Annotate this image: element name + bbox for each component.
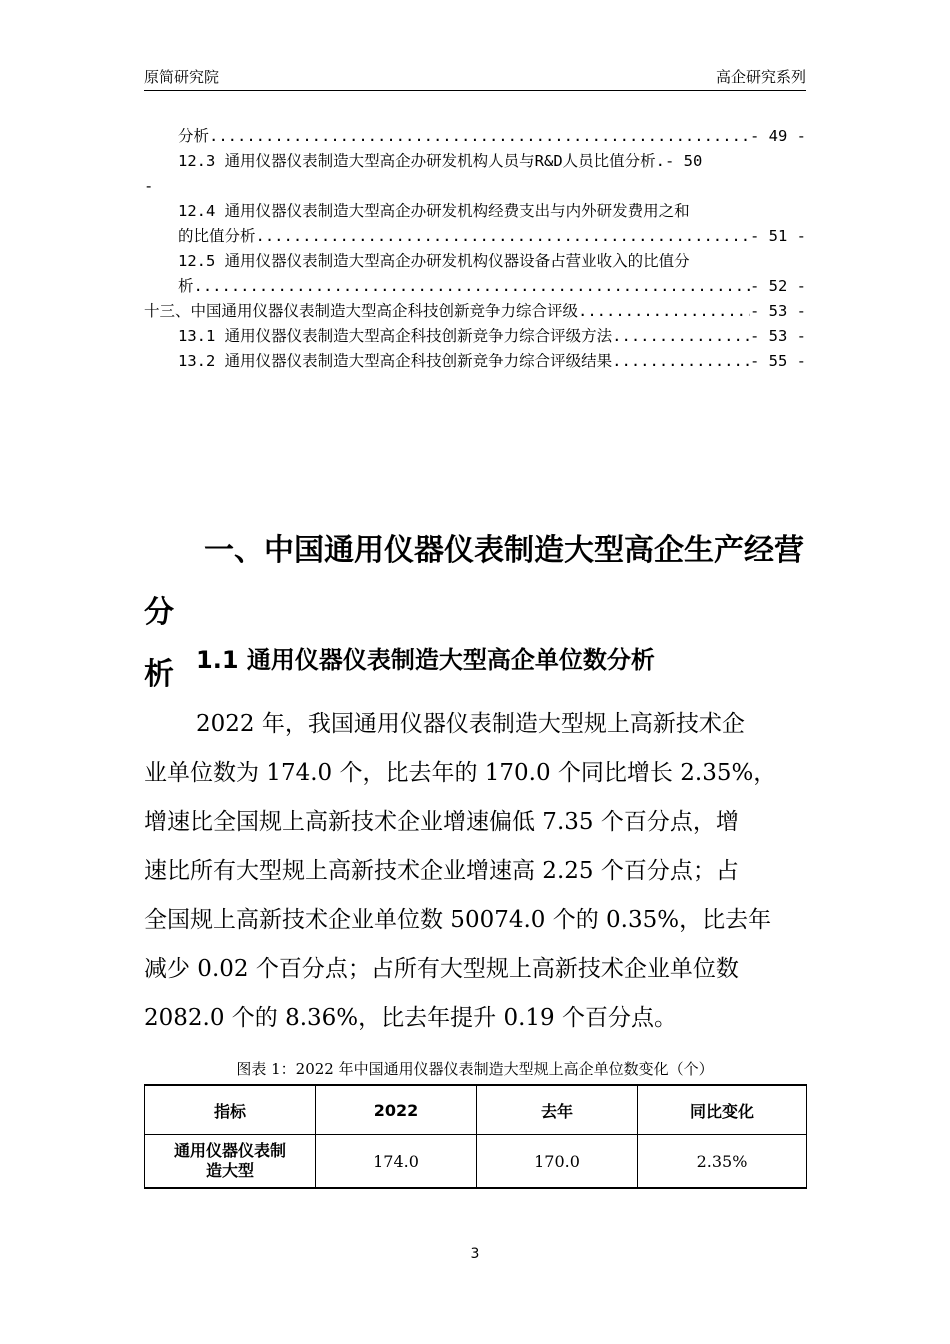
toc-entry-page: - 52 - <box>750 277 806 295</box>
toc-entry-continuation[interactable] <box>144 224 806 249</box>
toc-entry-title: 12.5 通用仪器仪表制造大型高企办研发机构仪器设备占营业收入的比值分 <box>178 252 690 270</box>
paragraph-line: 增速比全国规上高新技术企业增速偏低 7.35 个百分点，增 <box>144 809 739 835</box>
row-label <box>145 1135 316 1189</box>
toc-entry-chapter[interactable] <box>144 299 806 324</box>
paragraph-line: 全国规上高新技术企业单位数 50074.0 个的 0.35%，比去年 <box>144 907 772 933</box>
column-header-2022: 2022 <box>316 1085 477 1135</box>
toc-leader-dots <box>256 224 750 249</box>
header-left: 原简研究院 <box>144 68 220 86</box>
chapter-heading-text: 一、中国通用仪器仪表制造大型高企生产经营分 <box>144 533 804 630</box>
toc-leader-dots <box>194 274 750 299</box>
column-header-last-year: 去年 <box>477 1085 638 1135</box>
table-of-contents <box>144 124 806 374</box>
toc-entry-continuation <box>144 174 806 199</box>
toc-entry-title: 13.2 通用仪器仪表制造大型高企科技创新竞争力综合评级结果 <box>178 352 613 370</box>
toc-entry[interactable] <box>144 324 806 349</box>
toc-leader-dots <box>209 124 750 149</box>
toc-entry-title: 的比值分析 <box>178 227 256 245</box>
section-heading: 1.1 通用仪器仪表制造大型高企单位数分析 <box>196 646 655 674</box>
table-row <box>145 1135 807 1189</box>
cell-yoy-change: 2.35% <box>638 1135 807 1189</box>
toc-entry-title: 十三、中国通用仪器仪表制造大型高企科技创新竞争力综合评级 <box>144 302 579 320</box>
toc-entry-title: 分析 <box>178 127 210 145</box>
page-number: 3 <box>470 1246 480 1262</box>
toc-leader-dots <box>612 324 750 349</box>
header-divider <box>144 90 806 91</box>
toc-entry-page: - 49 - <box>750 127 806 145</box>
column-header-yoy-change: 同比变化 <box>638 1085 807 1135</box>
toc-entry-page: - 53 - <box>750 302 806 320</box>
toc-leader-dots <box>612 349 750 374</box>
paragraph-line: 2022 年，我国通用仪器仪表制造大型规上高新技术企 <box>196 711 745 737</box>
toc-entry[interactable] <box>144 249 806 274</box>
toc-entry-title: 12.3 通用仪器仪表制造大型高企办研发机构人员与R&D人员比值分析. <box>178 152 665 170</box>
paragraph-line: 业单位数为 174.0 个，比去年的 170.0 个同比增长 2.35%， <box>144 760 777 786</box>
toc-entry[interactable] <box>144 124 806 149</box>
toc-leader-dots <box>578 299 750 324</box>
paragraph-line: 速比所有大型规上高新技术企业增速高 2.25 个百分点；占 <box>144 858 739 884</box>
chapter-heading-line <box>144 520 806 644</box>
toc-entry-page: - 51 - <box>750 227 806 245</box>
cell-last-year: 170.0 <box>477 1135 638 1189</box>
chapter-heading-line: 析 <box>144 657 174 692</box>
table-caption: 图表 1：2022 年中国通用仪器仪表制造大型规上高企单位数变化（个） <box>236 1060 714 1078</box>
toc-entry-page: - 53 - <box>750 327 806 345</box>
table-header-row <box>145 1085 807 1135</box>
toc-entry-continuation[interactable] <box>144 274 806 299</box>
paragraph-line: 减少 0.02 个百分点；占所有大型规上高新技术企业单位数 <box>144 956 739 982</box>
column-header-indicator: 指标 <box>145 1085 316 1135</box>
row-label-line: 通用仪器仪表制 <box>173 1141 286 1160</box>
toc-entry-title: 析 <box>178 277 194 295</box>
body-paragraph <box>144 700 806 1043</box>
paragraph-line: 2082.0 个的 8.36%，比去年提升 0.19 个百分点。 <box>144 1005 677 1031</box>
toc-entry-title: - <box>144 177 154 195</box>
toc-entry-page: - 55 - <box>750 352 806 370</box>
header-right: 高企研究系列 <box>715 68 806 86</box>
toc-entry[interactable] <box>144 149 806 174</box>
toc-entry-page: - 50 <box>665 152 703 170</box>
row-label-line: 造大型 <box>205 1161 254 1180</box>
data-table <box>144 1084 807 1189</box>
cell-2022: 174.0 <box>316 1135 477 1189</box>
toc-entry[interactable] <box>144 349 806 374</box>
toc-entry-title: 13.1 通用仪器仪表制造大型高企科技创新竞争力综合评级方法 <box>178 327 613 345</box>
toc-entry[interactable] <box>144 199 806 224</box>
toc-entry-title: 12.4 通用仪器仪表制造大型高企办研发机构经费支出与内外研发费用之和 <box>178 202 690 220</box>
